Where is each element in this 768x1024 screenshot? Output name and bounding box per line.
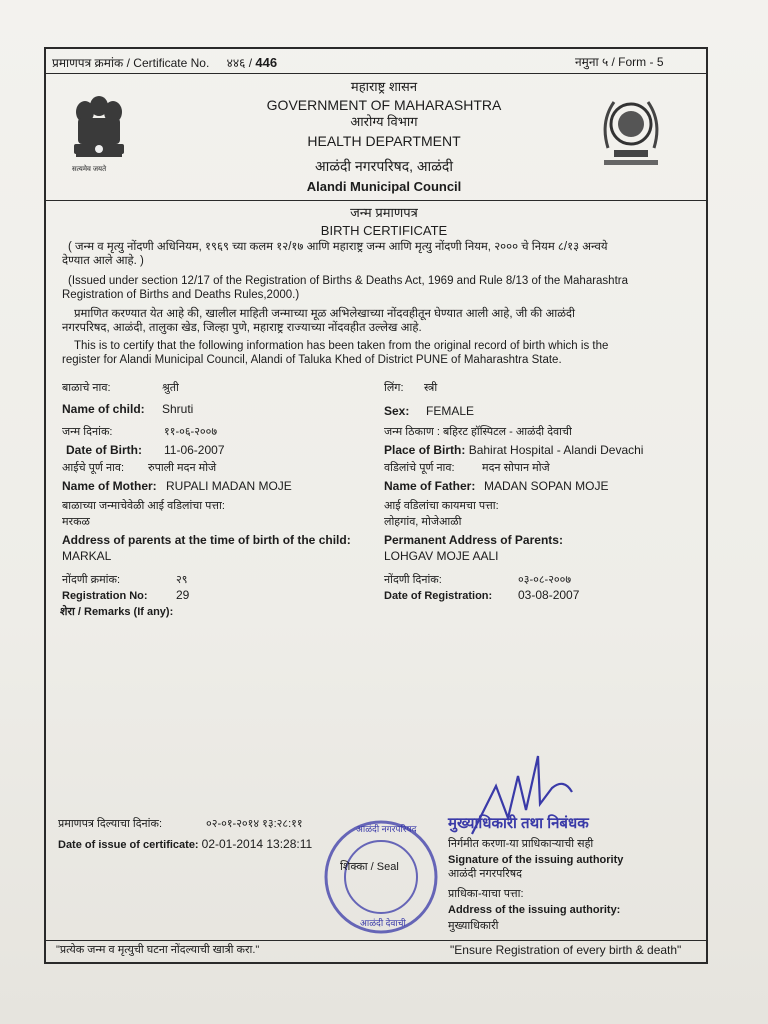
permanent-address-label: Permanent Address of Parents: (384, 533, 563, 547)
form-number: नमुना ५ / Form - 5 (575, 55, 664, 69)
mother-name-marathi: रुपाली मदन मोजे (148, 462, 217, 474)
issue-note-english-line-1: (Issued under section 12/17 of the Registration of Births & Deaths Act, 1969 and Rule 8/13 of the Maharashtra (68, 275, 629, 287)
certify-note-english (62, 339, 692, 367)
issue-date (58, 838, 312, 852)
permanent-address-marathi: लोहगांव, मोजेआळी (384, 516, 462, 528)
department-english: HEALTH DEPARTMENT (307, 133, 461, 149)
signature-label-marathi: निर्गमीत करणा-या प्राधिकाऱ्याची सही (448, 838, 594, 850)
footer-divider (46, 940, 706, 941)
registration-no: 29 (176, 588, 190, 602)
permanent-address: LOHGAV MOJE AALI (384, 549, 499, 563)
certify-note-marathi-line-2: नगरपरिषद, आळंदी, तालुका खेड, जिल्हा पुणे, महाराष्ट्र राज्याच्या नोंदवहीत उल्लेख आहे. (62, 322, 422, 334)
authority-address-value: मुख्याधिकारी (448, 920, 499, 932)
signature-council-marathi: आळंदी नगरपरिषद (448, 868, 522, 880)
registration-no-label-marathi: नोंदणी क्रमांक: (62, 574, 121, 586)
registration-no-marathi: २९ (176, 574, 188, 586)
certificate-number-marathi: ४४६ (226, 56, 246, 70)
slogan-english: "Ensure Registration of every birth & death" (450, 943, 682, 957)
sex-marathi: स्त्री (424, 382, 438, 394)
remarks-label: शेरा / Remarks (If any): (60, 606, 174, 618)
issue-note-english-line-2: Registration of Births and Deaths Rules,2000.) (62, 289, 300, 301)
seal-ring-bottom-text: आळंदी देवाची (360, 918, 406, 928)
registration-no-label: Registration No: (62, 590, 148, 602)
header-divider (46, 73, 706, 74)
birth-address-label: Address of parents at the time of birth of the child: (62, 533, 351, 547)
dob-value: 11-06-2007 (164, 443, 225, 457)
permanent-address-label-marathi: आई वडिलांचा कायमचा पत्ता: (384, 500, 499, 512)
signature-label: Signature of the issuing authority (448, 854, 624, 866)
issue-note-english (62, 274, 692, 302)
government-english: GOVERNMENT OF MAHARASHTRA (266, 97, 502, 113)
seal-ring-top-text: आळंदी नगरपरिषद (356, 824, 417, 834)
certify-note-marathi (62, 307, 692, 335)
sex-label: Sex: (384, 404, 410, 418)
council-marathi: आळंदी नगरपरिषद, आळंदी (315, 158, 453, 174)
child-name-marathi: श्रुती (162, 382, 179, 394)
issue-date-label: Date of issue of certificate: (58, 839, 199, 851)
government-marathi: महाराष्ट्र शासन (350, 79, 418, 94)
issue-date-value: 02-01-2014 13:28:11 (201, 837, 313, 851)
registration-date-marathi: ०३-०८-२००७ (518, 574, 572, 586)
certify-note-marathi-line-1: प्रमाणित करण्यात येत आहे की, खालील माहिती जन्माच्या मूळ अभिलेखाच्या नोंदवहीतून घेण्यात आली आहे, जी की आळंदी (74, 308, 576, 320)
mother-name-label: Name of Mother: (62, 479, 157, 493)
seal-stamp-icon (322, 818, 440, 936)
father-name-label: Name of Father: (384, 479, 476, 493)
dob-marathi: ११-०६-२००७ (164, 426, 218, 438)
department-marathi: आरोग्य विभाग (350, 114, 418, 129)
registration-date: 03-08-2007 (518, 588, 580, 602)
place-of-birth-value: Bahirat Hospital - Alandi Devachi (468, 443, 644, 457)
certify-note-english-line-1: This is to certify that the following information has been taken from the original record of birth which is the (74, 340, 609, 352)
certificate-title-marathi: जन्म प्रमाणपत्र (350, 205, 418, 220)
certificate-number-value: 446 (255, 55, 278, 70)
sex-value: FEMALE (426, 404, 475, 418)
authority-address-label: Address of the issuing authority: (448, 904, 621, 916)
certificate-number-label: प्रमाणपत्र क्रमांक / Certificate No. (52, 56, 210, 70)
mother-name: RUPALI MADAN MOJE (166, 479, 292, 493)
mother-name-label-marathi: आईचे पूर्ण नाव: (62, 462, 125, 474)
sex-label-marathi: लिंग: (384, 382, 404, 394)
dob-label-marathi: जन्म दिनांक: (62, 426, 113, 438)
dob-label: Date of Birth: (66, 443, 142, 457)
authority-address-label-marathi: प्राधिका-याचा पत्ता: (448, 888, 524, 900)
chief-officer-stamp: मुख्याधिकारी तथा निबंधक (448, 815, 589, 832)
certificate-number-separator: / (248, 56, 253, 70)
seal-label: शिक्का / Seal (340, 861, 399, 873)
certificate-number (52, 56, 277, 71)
certify-note-english-line-2: register for Alandi Municipal Council, Alandi of Taluka Khed of District PUNE of Maharashtra State. (62, 354, 562, 366)
certificate-title: BIRTH CERTIFICATE (320, 223, 448, 238)
child-name-label: Name of child: (62, 402, 145, 416)
birth-address: MARKAL (62, 549, 112, 563)
father-name-marathi: मदन सोपान मोजे (482, 462, 550, 474)
council-logo-icon (596, 86, 666, 172)
issue-note-marathi-line-2: देण्यात आले आहे. ) (62, 255, 144, 267)
father-name: MADAN SOPAN MOJE (484, 479, 609, 493)
birth-address-label-marathi: बाळाच्या जन्माचेवेळी आई वडिलांचा पत्ता: (62, 500, 225, 512)
title-divider (46, 200, 706, 201)
issue-note-marathi-line-1: ( जन्म व मृत्यु नोंदणी अधिनियम, १९६९ च्या कलम १२/१७ आणि महाराष्ट्र जन्म आणि मृत्यु नोंदणी नियम, २००० चे नियम ८/१३ अन्वये (68, 241, 608, 253)
issue-date-marathi: ०२-०१-२०१४ १३:२८:११ (206, 818, 303, 830)
place-of-birth (384, 444, 643, 458)
registration-date-label: Date of Registration: (384, 590, 493, 602)
council-english: Alandi Municipal Council (306, 179, 462, 194)
national-emblem-icon (66, 88, 132, 180)
birth-address-marathi: मरकळ (62, 516, 90, 528)
registration-date-label-marathi: नोंदणी दिनांक: (384, 574, 442, 586)
child-name-label-marathi: बाळाचे नाव: (62, 382, 111, 394)
slogan-marathi: "प्रत्येक जन्म व मृत्युची घटना नोंदल्याची खात्री करा." (56, 944, 260, 956)
place-of-birth-marathi: जन्म ठिकाण : बहिरट हॉस्पिटल - आळंदी देवाची (384, 426, 572, 438)
issue-date-label-marathi: प्रमाणपत्र दिल्याचा दिनांक: (58, 818, 162, 830)
emblem-motto: सत्यमेव जयते (72, 166, 107, 173)
issue-note-marathi (62, 240, 692, 268)
child-name: Shruti (162, 402, 194, 416)
place-of-birth-label: Place of Birth: (384, 443, 466, 457)
father-name-label-marathi: वडिलांचे पूर्ण नाव: (384, 462, 455, 474)
